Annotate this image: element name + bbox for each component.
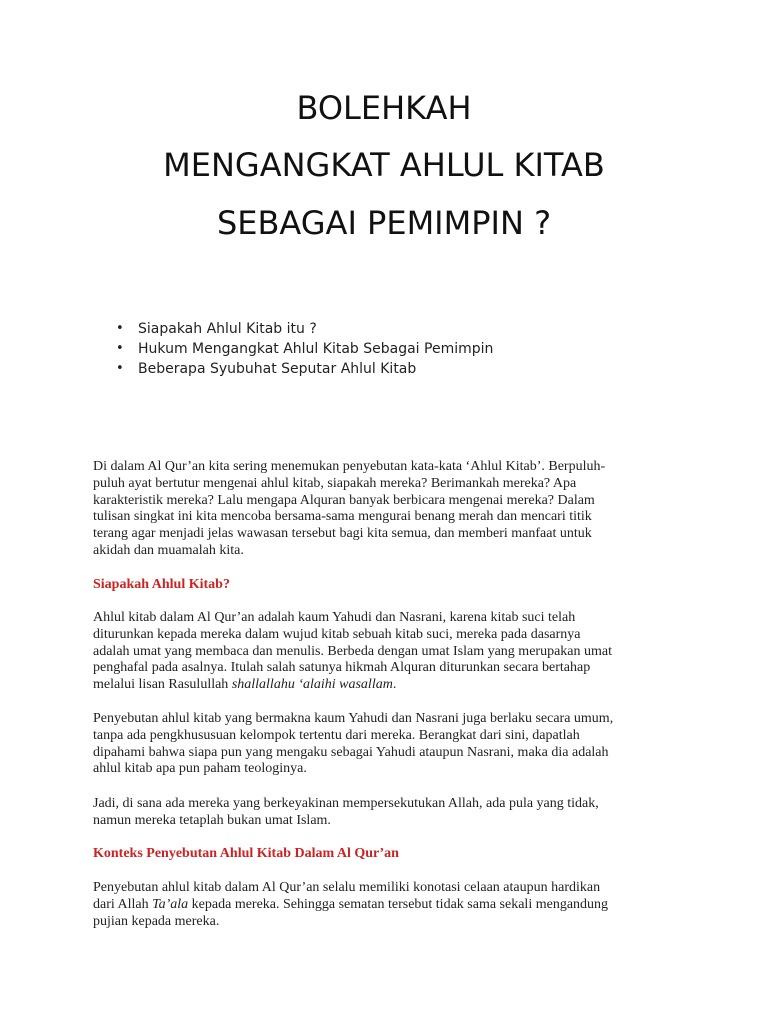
text-line: diturunkan kepada mereka dalam wujud kitab sebuah kitab suci, mereka pada dasarnya: [93, 626, 581, 642]
text-line: pujian kepada mereka.: [93, 913, 220, 929]
text-run: .: [392, 677, 397, 693]
text-run: dari Allah: [93, 896, 153, 912]
paragraph: [93, 880, 693, 930]
list-item: [114, 339, 493, 359]
paragraph: [93, 796, 693, 830]
text-line: [93, 897, 693, 914]
text-line: tulisan singkat ini kita mencoba bersama-sama mengurai benang merah dan mencari titik: [93, 509, 592, 525]
text-line: akidah dan muamalah kita.: [93, 542, 244, 558]
text-line: karakteristik mereka? Lalu mengapa Alquran banyak berbicara mengenai mereka? Dalam: [93, 492, 595, 508]
text-line: Ahlul kitab dalam Al Qur’an adalah kaum Yahudi dan Nasrani, karena kitab suci telah: [93, 610, 576, 625]
text-line: Di dalam Al Qur’an kita sering menemukan penyebutan kata-kata ‘Ahlul Kitab’. Berpuluh-: [93, 459, 606, 474]
title-line-3: SEBAGAI PEMIMPIN ?: [216, 204, 552, 242]
text-line: tanpa ada pengkhususuan kelompok tertentu dari mereka. Berangkat dari sini, dapatlah: [93, 727, 580, 743]
text-line: penghafal pada asalnya. Itulah salah satunya hikmah Alquran diturunkan secara bertahap: [93, 660, 591, 676]
text-line: Penyebutan ahlul kitab yang bermakna kaum Yahudi dan Nasrani juga berlaku secara umum,: [93, 711, 614, 726]
bullet-icon: •: [116, 361, 124, 376]
text-line: [93, 677, 693, 694]
text-line: dipahami bahwa siapa pun yang mengaku sebagai Yahudi ataupun Nasrani, maka dia adalah: [93, 744, 609, 760]
list-item: [114, 319, 493, 339]
paragraph: [93, 711, 693, 778]
bullet-icon: •: [116, 341, 124, 356]
text-line: terang agar menjadi jelas wawasan tersebut bagi kita semua, dan memberi manfaat untuk: [93, 526, 592, 542]
text-run: kepada mereka. Sehingga sematan tersebut tidak sama sekali mengandung: [188, 896, 609, 912]
italic-phrase: shallallahu ‘alaihi wasallam: [231, 677, 393, 693]
text-line: puluh ayat bertutur mengenai ahlul kitab, siapakah mereka? Berimankah mereka? Apa: [93, 475, 577, 491]
text-run: melalui lisan Rasulullah: [93, 677, 232, 693]
bullet-icon: •: [116, 321, 124, 336]
paragraph: [93, 610, 693, 694]
topic-list: [114, 319, 493, 379]
intro-paragraph: [93, 459, 693, 560]
list-item-text: Siapakah Ahlul Kitab itu ?: [138, 321, 317, 337]
text-line: adalah umat yang membaca dan menulis. Berbeda dengan umat Islam yang merupakan umat: [93, 643, 612, 659]
title-line-1: BOLEHKAH: [296, 89, 472, 127]
text-line: Penyebutan ahlul kitab dalam Al Qur’an selalu memiliki konotasi celaan ataupun hardikan: [93, 880, 601, 895]
list-item-text: Beberapa Syubuhat Seputar Ahlul Kitab: [138, 361, 417, 377]
section-heading: Konteks Penyebutan Ahlul Kitab Dalam Al Qur’an: [93, 846, 399, 861]
list-item: [114, 359, 493, 379]
section-heading: Siapakah Ahlul Kitab?: [93, 577, 230, 592]
text-line: ahlul kitab apa pun paham teologinya.: [93, 761, 307, 777]
list-item-text: Hukum Mengangkat Ahlul Kitab Sebagai Pemimpin: [138, 341, 494, 357]
italic-phrase: Ta’ala: [152, 896, 189, 912]
text-line: namun mereka tetaplah bukan umat Islam.: [93, 812, 331, 828]
text-line: Jadi, di sana ada mereka yang berkeyakinan mempersekutukan Allah, ada pula yang tidak,: [93, 796, 599, 811]
title-line-2: MENGANGKAT AHLUL KITAB: [163, 146, 605, 184]
